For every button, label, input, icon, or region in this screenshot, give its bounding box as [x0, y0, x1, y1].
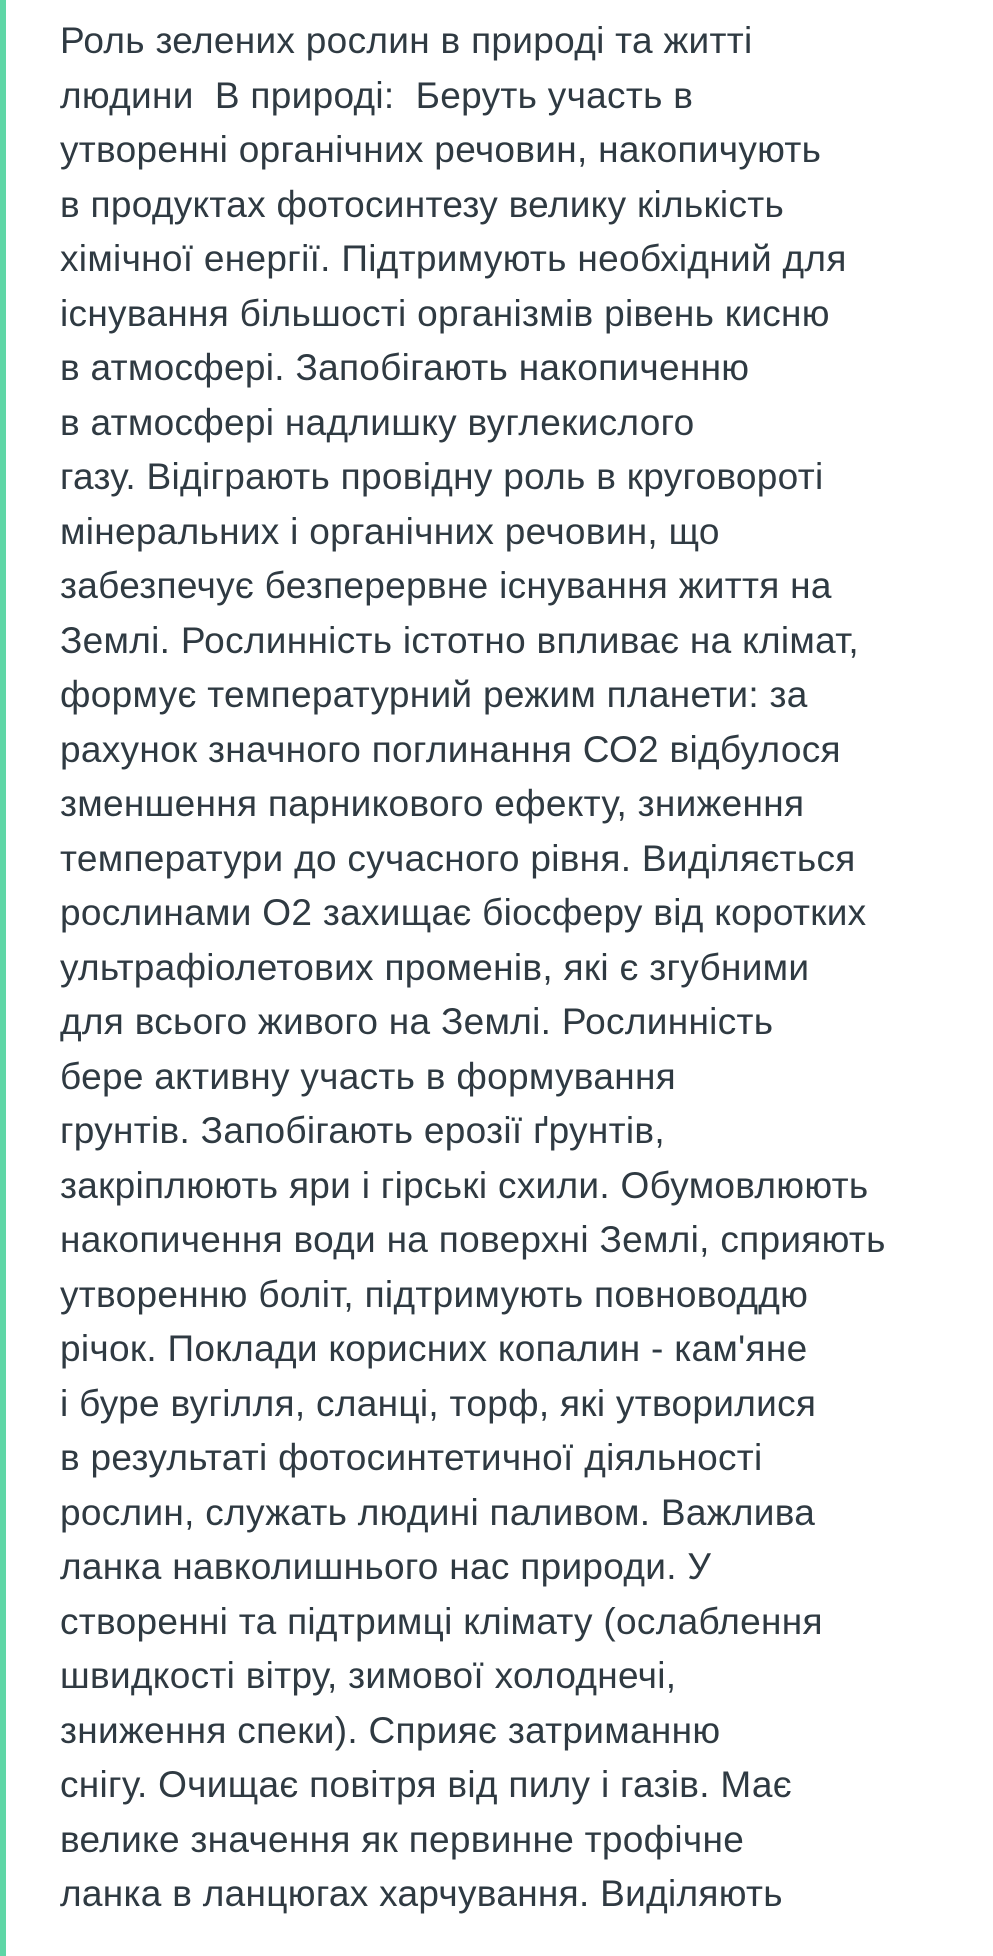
text-line: закріплюють яри і гірські схили. Обумовлюють [60, 1164, 869, 1206]
answer-accent-bar [0, 0, 6, 1956]
text-line: Роль зелених рослин в природі та житті [60, 20, 753, 61]
text-line: формує температурний режим планети: за [60, 674, 808, 715]
text-line: ультрафіолетових променів, які є згубними [60, 946, 810, 988]
text-line: забезпечує безперервне існування життя на [60, 565, 832, 606]
text-line: накопичення води на поверхні Землі, сприяють [60, 1219, 886, 1260]
text-line: утворенні органічних речовин, накопичують [60, 129, 822, 170]
text-line: рослинами О2 захищає біосферу від коротких [60, 892, 867, 933]
text-line: утворенню боліт, підтримують повноводдю [60, 1273, 809, 1315]
text-line: бере активну участь в формування [60, 1055, 677, 1097]
text-line: в результаті фотосинтетичної діяльності [60, 1437, 763, 1478]
text-line: грунтів. Запобігають ерозії ґрунтів, [60, 1110, 665, 1151]
text-line: річок. Поклади корисних копалин - кам'яне [60, 1328, 808, 1369]
text-line: існування більшості організмів рівень кисню [60, 292, 830, 334]
text-line: швидкості вітру, зимової холоднечі, [60, 1655, 677, 1696]
text-line: зменшення парникового ефекту, зниження [60, 783, 805, 824]
text-line: для всього живого на Землі. Рослинність [60, 1001, 774, 1042]
text-line: ланка в ланцюгах харчування. Виділяють [60, 1873, 783, 1914]
text-line: снігу. Очищає повітря від пилу і газів. Має [60, 1764, 792, 1805]
text-line: людини В природі: Беруть участь в [60, 74, 694, 116]
text-line: і буре вугілля, сланці, торф, які утворилися [60, 1382, 817, 1424]
text-line: мінеральних і органічних речовин, що [60, 510, 720, 552]
text-line: ланка навколишнього нас природи. У [60, 1546, 712, 1587]
text-line: Землі. Рослинність істотно впливає на клімат, [60, 619, 859, 661]
text-line: велике значення як первинне трофічне [60, 1818, 745, 1860]
text-line: рослин, служать людині паливом. Важлива [60, 1491, 816, 1533]
text-line: хімічної енергії. Підтримують необхідний для [60, 238, 847, 279]
text-line: створенні та підтримці клімату (ослаблення [60, 1600, 823, 1642]
text-line: в продуктах фотосинтезу велику кількість [60, 183, 785, 225]
text-line: рахунок значного поглинання СО2 відбулося [60, 728, 841, 770]
text-line: температури до сучасного рівня. Виділяється [60, 837, 856, 879]
text-line: зниження спеки). Сприяє затриманню [60, 1709, 721, 1751]
text-line: в атмосфері. Запобігають накопиченню [60, 347, 750, 388]
answer-text [60, 14, 985, 1956]
text-line: газу. Відіграють провідну роль в круговороті [60, 456, 824, 497]
text-line: в атмосфері надлишку вуглекислого [60, 401, 695, 443]
